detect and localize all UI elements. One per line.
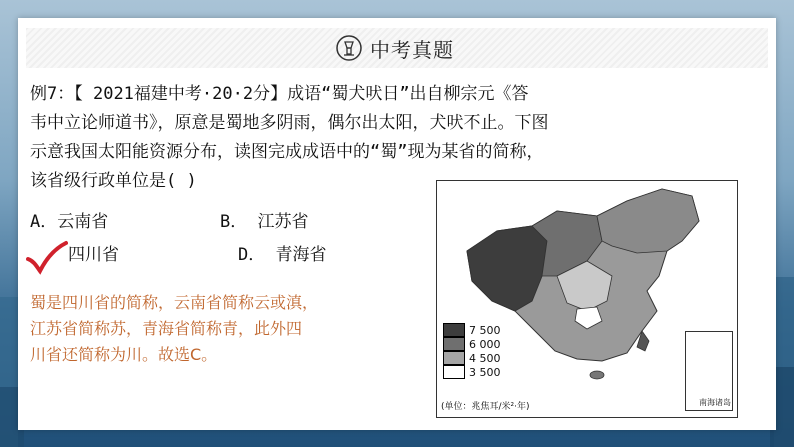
question-line: 例7：【 2021福建中考·20·2分】成语“蜀犬吠日”出自柳宗元《答 (30, 84, 529, 104)
legend-item (443, 337, 501, 351)
check-mark-icon (24, 239, 68, 275)
header-band (26, 28, 768, 68)
question-line: 该省级行政单位是( ) (30, 171, 197, 191)
answer-line: 江苏省简称苏，青海省简称青，此外四 (30, 319, 303, 338)
question-text (30, 80, 770, 196)
inset-label: 南海诸岛 (699, 398, 731, 407)
option-row (30, 236, 326, 269)
legend-label: 3 500 (469, 365, 501, 379)
lamp-icon (336, 35, 362, 61)
slide-card (18, 18, 776, 430)
legend-item (443, 365, 501, 379)
solar-resource-map (436, 180, 738, 418)
map-unit: (单位：兆焦耳/米²·年) (441, 402, 530, 412)
option-c[interactable]: 四川省 (68, 245, 119, 265)
legend-item (443, 323, 501, 337)
option-d[interactable]: D． 青海省 (238, 245, 327, 265)
map-legend (443, 323, 501, 379)
legend-swatch (443, 337, 465, 351)
legend-swatch (443, 365, 465, 379)
answer-line: 川省还简称为川。故选C。 (30, 345, 218, 364)
legend-item (443, 351, 501, 365)
legend-label: 7 500 (469, 323, 501, 337)
answer-explanation (30, 290, 430, 368)
answer-options (30, 203, 326, 269)
option-b[interactable]: B． 江苏省 (220, 212, 309, 232)
option-row (30, 203, 326, 236)
legend-label: 4 500 (469, 351, 501, 365)
question-line: 韦中立论师道书》，原意是蜀地多阴雨，偶尔出太阳，犬吠不止。下图 (30, 113, 549, 133)
page-title: 中考真题 (370, 37, 454, 62)
legend-swatch (443, 351, 465, 365)
option-a[interactable]: A．云南省 (30, 212, 109, 232)
legend-label: 6 000 (469, 337, 501, 351)
question-line: 示意我国太阳能资源分布，读图完成成语中的“蜀”现为某省的简称， (30, 142, 544, 162)
header (336, 34, 454, 62)
answer-line: 蜀是四川省的简称，云南省简称云或滇， (30, 293, 319, 312)
legend-swatch (443, 323, 465, 337)
